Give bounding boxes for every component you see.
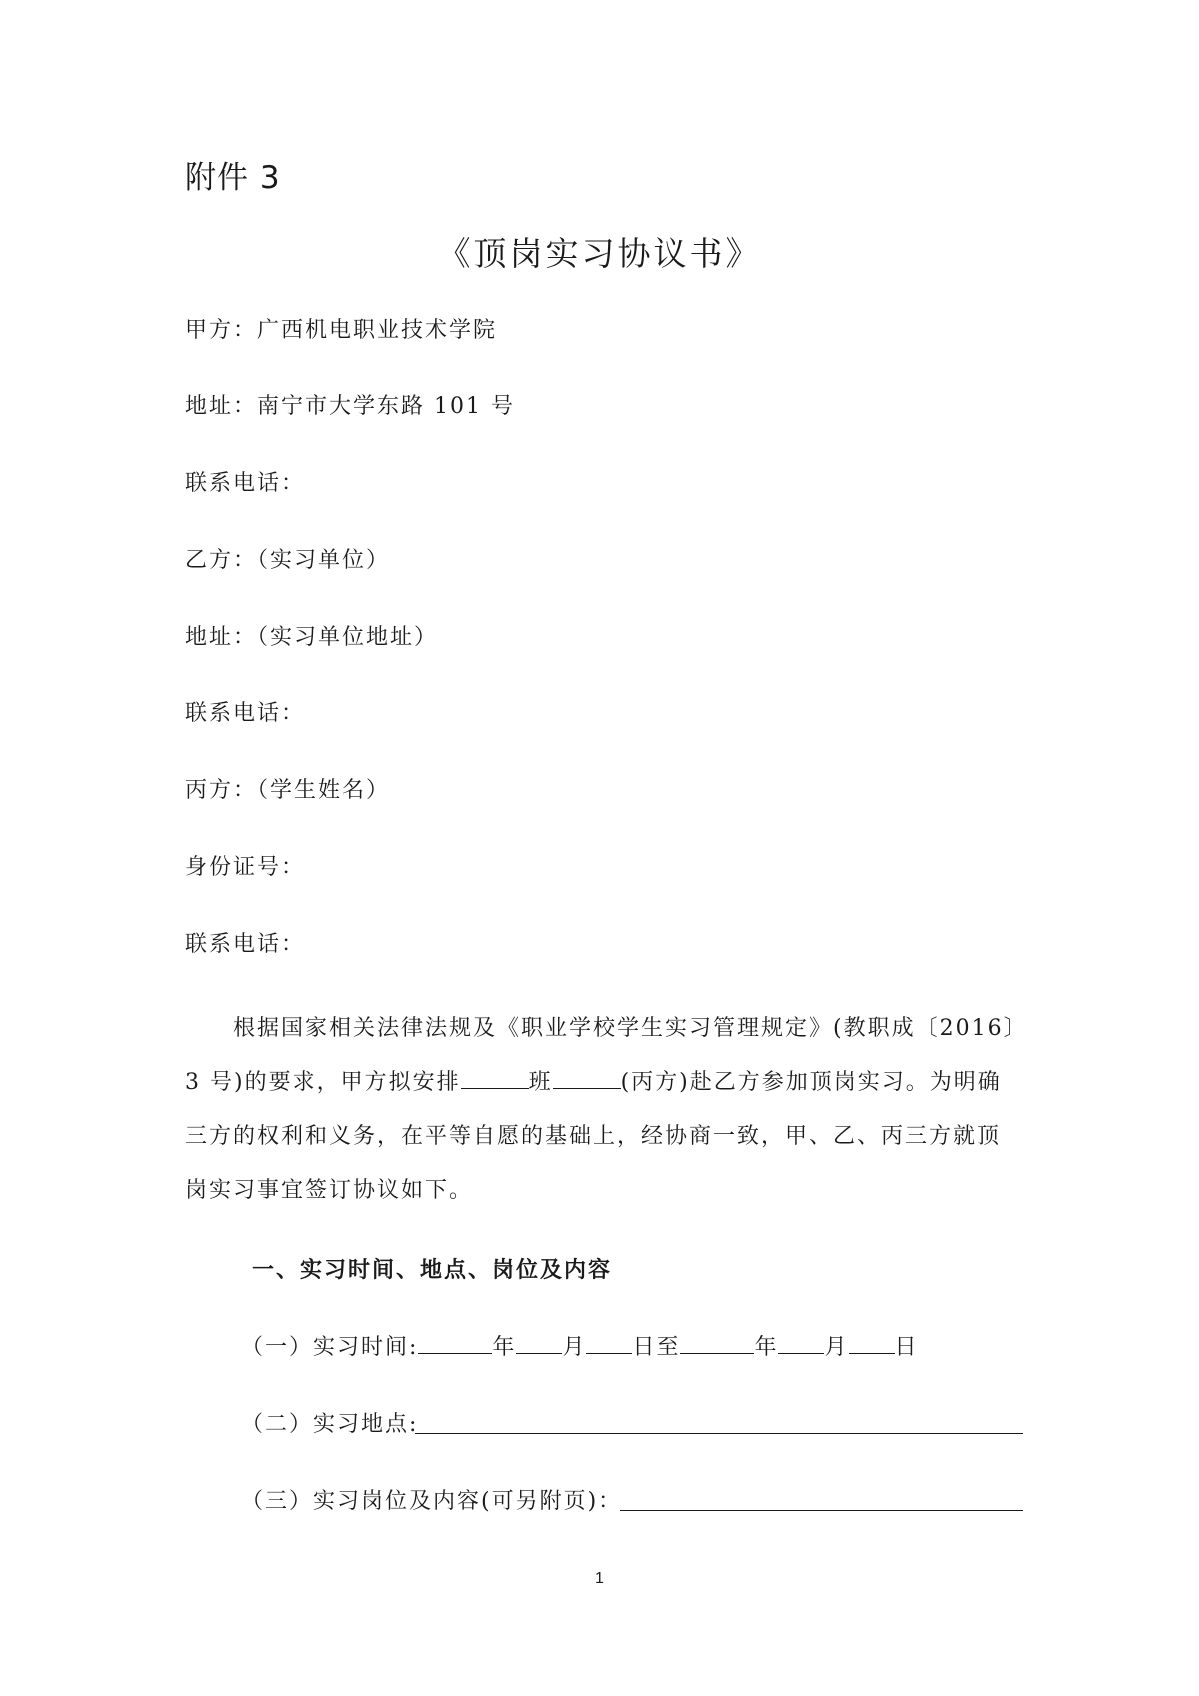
party-b-phone: 联系电话： xyxy=(185,701,306,726)
party-a: 甲方：广西机电职业技术学院 xyxy=(185,318,498,343)
class-blank[interactable] xyxy=(461,1068,529,1089)
intro-line-2 xyxy=(185,1056,1023,1110)
end-day-blank[interactable] xyxy=(849,1333,895,1354)
end-day-unit: 日 xyxy=(894,1335,919,1360)
document-title: 《顶岗实习协议书》 xyxy=(437,234,762,273)
intro-line-2-end: (丙方)赴乙方参加顶岗实习。为明确 xyxy=(620,1070,1002,1095)
end-month-blank[interactable] xyxy=(778,1333,824,1354)
start-day-unit: 日至 xyxy=(632,1335,681,1360)
party-a-phone: 联系电话： xyxy=(185,471,306,496)
party-c-phone: 联系电话： xyxy=(185,932,306,957)
intro-line-2-class: 班 xyxy=(528,1070,553,1095)
end-year-unit: 年 xyxy=(754,1335,779,1360)
page-number: 1 xyxy=(595,1570,604,1587)
attachment-label: 附件 3 xyxy=(185,160,281,196)
start-day-blank[interactable] xyxy=(586,1333,632,1354)
end-month-unit: 月 xyxy=(824,1335,849,1360)
intro-line-1: 根据国家相关法律法规及《职业学校学生实习管理规定》(教职成〔2016〕 xyxy=(233,1016,1028,1041)
start-month-unit: 月 xyxy=(562,1335,587,1360)
party-a-address: 地址：南宁市大学东路 101 号 xyxy=(185,394,515,419)
party-b: 乙方：（实习单位） xyxy=(185,548,391,573)
end-year-blank[interactable] xyxy=(680,1333,754,1354)
student-name-blank[interactable] xyxy=(553,1068,621,1089)
intro-line-3: 三方的权利和义务，在平等自愿的基础上，经协商一致，甲、乙、丙三方就顶 xyxy=(185,1124,1002,1149)
party-c-id-number: 身份证号： xyxy=(185,855,306,880)
internship-position-blank[interactable] xyxy=(620,1510,1023,1511)
party-c: 丙方：（学生姓名） xyxy=(185,778,391,803)
intro-line-4: 岗实习事宜签订协议如下。 xyxy=(185,1178,474,1203)
intro-paragraph xyxy=(185,1002,1028,1218)
internship-time-label: （一）实习时间: xyxy=(241,1335,419,1360)
start-year-blank[interactable] xyxy=(418,1333,492,1354)
internship-time-row xyxy=(241,1330,919,1361)
start-month-blank[interactable] xyxy=(516,1333,562,1354)
internship-position-label: （三）实习岗位及内容(可另附页)： xyxy=(241,1489,623,1514)
start-year-unit: 年 xyxy=(492,1335,517,1360)
section-heading: 一、实习时间、地点、岗位及内容 xyxy=(252,1258,613,1283)
party-b-address: 地址：（实习单位地址） xyxy=(185,625,439,650)
intro-line-2-start: 3 号)的要求，甲方拟安排 xyxy=(185,1070,461,1095)
internship-place-label: （二）实习地点: xyxy=(241,1412,419,1437)
internship-place-blank[interactable] xyxy=(415,1433,1023,1434)
